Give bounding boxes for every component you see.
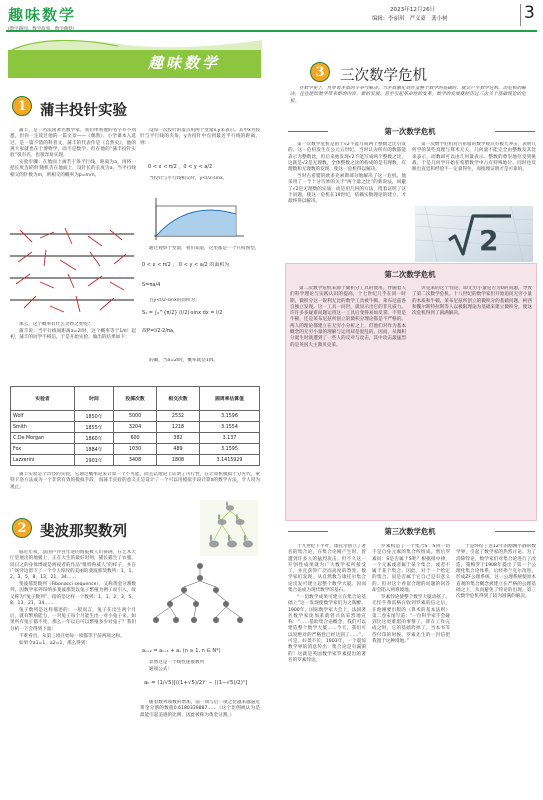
section-rule <box>495 531 535 532</box>
paragraph: 第一次数学危机对古希腊的数学观点有极大冲击，表明几何学的某些真理与算术无关，几何量不能完全由整数及其比来表示，而数却可以由几何量表示。整数的尊崇地位受到挑战，于是几何学开始在希腊数学中占有特殊地位。同时也反映出直觉和经验不一定靠得住，而推理证明才是可靠的。 <box>412 142 536 173</box>
table-cell: 3.1596 <box>199 411 259 422</box>
table-cell: 1030 <box>114 444 157 455</box>
paragraph: 不难看出，从第三项开始每一项都等于前两项之和。 <box>19 633 125 639</box>
table-header-cell: 时间 <box>74 387 113 411</box>
article-text <box>140 358 260 366</box>
article-text <box>288 544 366 798</box>
table-cell: 489 <box>157 444 200 455</box>
table-cell: 382 <box>157 433 200 444</box>
article-text <box>456 544 536 798</box>
table-cell: C.De Morgan <box>11 433 75 444</box>
table-cell: 5000 <box>114 411 157 422</box>
issue-date: 2023年12月26日 <box>390 7 436 13</box>
paragraph: 十九世纪下半叶，康托尔创立了著名的集合论，在集合论刚产生时，曾遭到许多人的猛烈攻击。但不久这一开创性成果就为广大数学家所接受了，并且获得广泛而高度的赞誉。数学家们发现，从自然数与康托尔集合论出发可建立起整个数学大厦。因而集合论成为现代数学的基石。 <box>288 544 366 594</box>
article-title: 蒲丰投针实验 <box>40 102 127 119</box>
table-cell: 1860年 <box>74 433 113 444</box>
article-text <box>10 322 136 382</box>
formula: aₙ = (1/√5)[((1+√5)/2)ⁿ − ((1−√5)/2)ⁿ] <box>144 680 248 686</box>
section-logo: 趣味数学 <box>8 6 77 24</box>
article-text <box>372 544 450 798</box>
table-header-cell: 相交次数 <box>157 387 200 411</box>
paragraph: 第二次数学危机来源于微积分工具的使用。伴随着人们科学理论与实践认识的提高，十七世纪几乎在同一时期，微积分这一锐利无比的数学工具被牛顿、莱布尼兹各自独立发现。这一工具一问世，就显示出它的非凡威力。许许多多疑难问题运用这一工具后变得易如反掌。不管是牛顿，还是莱布尼兹所创立的微积分理论都是不严格的。两人的理论都建立在无穷小分析之上，但他们对作为基本概念的无穷小量的理解与运用却是混乱的。因而，从微积分诞生时就遭到了一些人的反对与攻击，其中攻击最猛烈的是英国大主教贝克莱。 <box>290 286 406 348</box>
svg-text:2: 2 <box>479 224 499 257</box>
table-cell: Wolf <box>11 411 75 422</box>
article-text <box>412 142 536 202</box>
article-title: 三次数学危机 <box>340 68 427 84</box>
formula: S=πa/4 <box>142 282 161 288</box>
masthead <box>8 4 76 26</box>
table-cell: 1808 <box>157 455 200 466</box>
paragraph: 通项公式： <box>149 666 172 672</box>
article-title: 斐波那契数列 <box>40 523 127 540</box>
article-number-badge: 1 <box>12 96 32 116</box>
table-header-cell: 圆周率估算值 <box>199 387 259 411</box>
section-title: 第一次数学危机 <box>384 127 436 136</box>
table-cell: 1855年 <box>74 422 113 433</box>
table-header-cell: 投掷次数 <box>114 387 157 411</box>
article-text <box>10 128 136 222</box>
paragraph: 设每一次投针的落点用两个变量x,y来表示。其中x为投针与平行线的夹角，y为投针中点到最近平行线的距离，则： <box>140 128 260 146</box>
table-row <box>11 411 260 422</box>
paragraph: 兔子数列是这样描述的：一般而言，兔子在出生两个月后，就有繁殖能力，一对兔子每个月能生出一对小兔子来。如果所有兔子都不死，那么一年以后可以繁殖多少对兔子？我们分析一下会得到下面： <box>10 607 136 632</box>
table-cell: 3408 <box>114 455 157 466</box>
table-cell: 2532 <box>157 411 200 422</box>
table-cell: 3204 <box>114 422 157 433</box>
paragraph: 的确，当a=2l时，概率就是1/π。 <box>149 358 218 363</box>
paragraph: 斐波那契数列（Fibonacci sequence），又称黄金分割数列，因数学家列昂纳多斐波那契以兔子繁殖为例子而引入，故又称为“兔子数列”，指的是这样一个数列：1，1，2，3，5，8，13，21，34…… <box>10 582 136 606</box>
column-banner-title: 趣味数学 <box>148 54 221 72</box>
paragraph: 显然这是一个线性递推数列 <box>149 660 205 665</box>
paragraph: 且y<l/2·sinx的面积为： <box>149 298 200 303</box>
paragraph: 蒲丰说：当平行线间距离a=2l时，这个概率等于1/π！起初，蒲丰的同学不相信，于是开始实验。做出的结果如下： <box>10 328 136 341</box>
header-divider <box>520 4 521 26</box>
table-row <box>11 455 260 466</box>
table-cell: 1218 <box>157 422 200 433</box>
paragraph: 于是终结了近12年的刚刚平静的数学界，引起了数学家的热烈讨论。为了消除悖论，数学家们对集合论进行了改造，策梅罗于1908年提出了第一个公理化集合论体系，后经弗兰克尔改进，形成ZF公理系统。这一公理系统使原本直观的集合概念被建立在严格的公理基础之上，从而避免了悖论的出现，第三次数学危机得到了较为圆满的解决。 <box>456 544 536 600</box>
article-text <box>140 246 260 260</box>
buffon-results-table <box>10 386 260 466</box>
table-row <box>11 444 260 455</box>
article-text <box>10 472 260 498</box>
table-header-row <box>11 387 260 411</box>
paragraph: 当时古希腊的欧多克索斯部分地解决了这一危机。他采用了一个十分巧妙的关于“两个量之比”的新说法，回避了√2是无理数的实质，而是用几何的方法，绕着证明了这个问题，使这一危机在19世纪，依赖实数理论的建立，才最终得以解决。 <box>288 174 406 205</box>
column-banner <box>8 50 261 78</box>
paragraph: 实验步骤：在地面上画若干条平行线，距离为a，再将一把长度为l的针随机丢在地面上，设针长的长度为a，当平行线相交的针数为m，则相交的概率为p=m/n。 <box>10 160 136 178</box>
table-cell: 1850年 <box>74 411 113 422</box>
article-text <box>288 142 406 260</box>
table-cell: 1884年 <box>74 444 113 455</box>
article-number-badge: 3 <box>310 62 330 82</box>
table-row <box>11 433 260 444</box>
formula: 故P=l/2·2/πa， <box>142 328 178 334</box>
paragraph: 在数学史上，贯穿着矛盾的斗争与解决。当矛盾激化到涉及整个数学的基础时，就会产生数学危机。而危机的解决，往往能给数学带来新的内容、新的发展，甚至引起革命性的变革。数学的发展就经历过三次关于基础理论的危机。 <box>290 86 526 104</box>
article-text <box>140 128 260 158</box>
paragraph: 如果令a1=1，a2=1，那么得到： <box>19 640 90 646</box>
formula: 0 < x < π/2 ，0 < y < a/2 <box>148 164 213 170</box>
table-cell: 1901年 <box>74 455 113 466</box>
paragraph: 通过观察个变量，我们知道，这里都是一个只构图型。 <box>149 246 260 251</box>
article-text <box>140 660 260 676</box>
needle-experiment-figure <box>10 226 134 318</box>
rabbit-tree-diagram <box>140 560 260 644</box>
paragraph: 第一次数学危机是由于√2不能写成两个整数之比引发的。这一危机发生在公元五世纪，当时认为所有的数都能表示为整数比，但后来他发现√2不能写成两个整数之比，这就是√2是无理数，全体整数之比的构成的是有理数，有理数和无理数的发现，使这一危机得以解决。 <box>288 142 406 173</box>
table-cell: 3.1595 <box>199 444 259 455</box>
paragraph: 蒲丰实验是个奇怪的实验，它通过概率论来计算一个不可能，而且认理论上证明了可行性。在计算机模拟十分先代，蒙特卡洛方法成为一个非常有效的模拟手段，而蒲丰实验的意义正是设计了一个可以用模拟手段计算π的数学方法，令人叹为观止。 <box>10 472 260 490</box>
header-rule <box>6 30 537 32</box>
table-cell: Fox <box>11 444 75 455</box>
paragraph: 罗素构造了一个集合S：S由一切不是自身元素的集合所组成。然后罗素问：S是否属于S呢？根据排中律，一个元素或者属于某个集合，或者不属于某个集合。因此，对于一个给定的集合，问是否属于它自己是有意义的。但对这个看似合理的问题的回答却会陷入两难境地。 <box>372 544 450 594</box>
paragraph: 罗素悖论使整个数学大厦动摇了。无怪乎弗雷格在收到罗素的信之后，在他刚要出版的《算术的基本法则》第二卷末尾写道：“一位科学家不会碰到比这更难堪的事情了，即在工作完成之时，它的基础垮掉了，当本书等待付印的时候，罗素先生的一封信把我置于这种境地。” <box>372 594 450 645</box>
formula: 0 < x < π/2 ， 0 < y < a/2 的面积为 <box>142 262 230 268</box>
article-text <box>412 286 532 516</box>
formula: aₙ₊₂ = aₙ₊₁ + aₙ (n ≥ 1, n ∈ N*) <box>142 648 221 654</box>
table-cell: 600 <box>114 433 157 444</box>
sqrt-two-image <box>415 206 533 262</box>
section-title: 第二次数学危机 <box>384 270 436 279</box>
paragraph: 随着数列项数的增加，前一项与后一项之比越来越逼近黄金分割的数值0.6180339887……（这个比例被认为是最能引起美感的比例，因此被称为黄金分割。） <box>140 700 260 718</box>
paragraph: 贝克莱的这个悖论，即无穷小量是否为0的问题，导致了第二次数学危机。十八世纪的数学家们开始追问无穷小量的本质和牛顿、莱布尼兹所创立的微积分的基础问题，柯西和魏尔斯特拉斯等人以极限理论为基础来建立微积分，使这次危机得到了圆满解决。 <box>412 286 532 317</box>
table-row <box>11 422 260 433</box>
table-cell: 3.1415929 <box>199 455 259 466</box>
article-text <box>140 176 260 190</box>
editors-line: 编辑：李丽琪 严义豪 龚小树 <box>372 16 448 22</box>
rabbits-illustration <box>200 500 258 556</box>
section-rule <box>288 131 328 132</box>
table-cell: Lazzerini <box>11 455 75 466</box>
article-text <box>290 286 406 516</box>
article-number-badge: 2 <box>12 518 32 538</box>
page-number: 3 <box>524 3 535 23</box>
table-cell: 3.137 <box>199 433 259 444</box>
paragraph: “一切数学成果可建立在集合论基础上”这一发现使数学家们为之陶醉。1900年，国际数学家大会上，法国著名数学家庞加莱就曾兴高采烈地宣称：“……借助集合论概念，我们可以建造整个数学大厦……今天，我们可以说绝对的严格性已经达到了……”。可是，好景不长，1903年，一个震惊数学界的消息传出：集合论是有漏洞的！这就是英国数学家罗素提出的著名的罗素悖论。 <box>288 594 366 663</box>
paragraph: 当投针与平行线相交时，y<l/2·sinx。 <box>149 176 228 181</box>
table-cell: 3.1554 <box>199 422 259 433</box>
section-rule <box>495 131 535 132</box>
article-text <box>140 700 260 796</box>
table-cell: Smith <box>11 422 75 433</box>
section-title: 第三次数学危机 <box>384 527 436 536</box>
article-text <box>140 298 260 306</box>
paragraph: 蒲丰，是一名法国著名数学家，我们单看他的名字并不熟悉，但你一定读过他的一篇文章——《偶然》、小学课本入选过。是一篇不错的科普文，蒲丰的代表作是《自然史》，他的观大家就也在于博物学，而不是数学。但在他的“蒲丰投针实验”很有名，也很容易实现。 <box>10 128 136 159</box>
article-text <box>10 550 136 798</box>
sine-region-graph <box>148 194 248 242</box>
formula: S₁ = ∫₀^{π/2} (l/2)·sinx dx = l/2 <box>142 310 223 316</box>
table-header-cell: 实验者 <box>11 387 75 411</box>
article-intro <box>290 86 526 126</box>
section-rule <box>288 531 328 532</box>
paragraph: 临近年夜，法国卢浮宫年迎的海报被人们挤满，在艺术大厅里展出的地板上，正在大生的最好时刻，猫长猫生了衣服，同日之的身体博或是两夜者的作品“维特鲁威人”的样子，并在广场旁边留下了一个令人惊叹的美丽的斐波那契数列：1，1，2，3，5，8，13，21，34…… <box>10 550 136 581</box>
paragraph: 那么，这个概率有什么奇妙之处呢？ <box>19 322 93 327</box>
